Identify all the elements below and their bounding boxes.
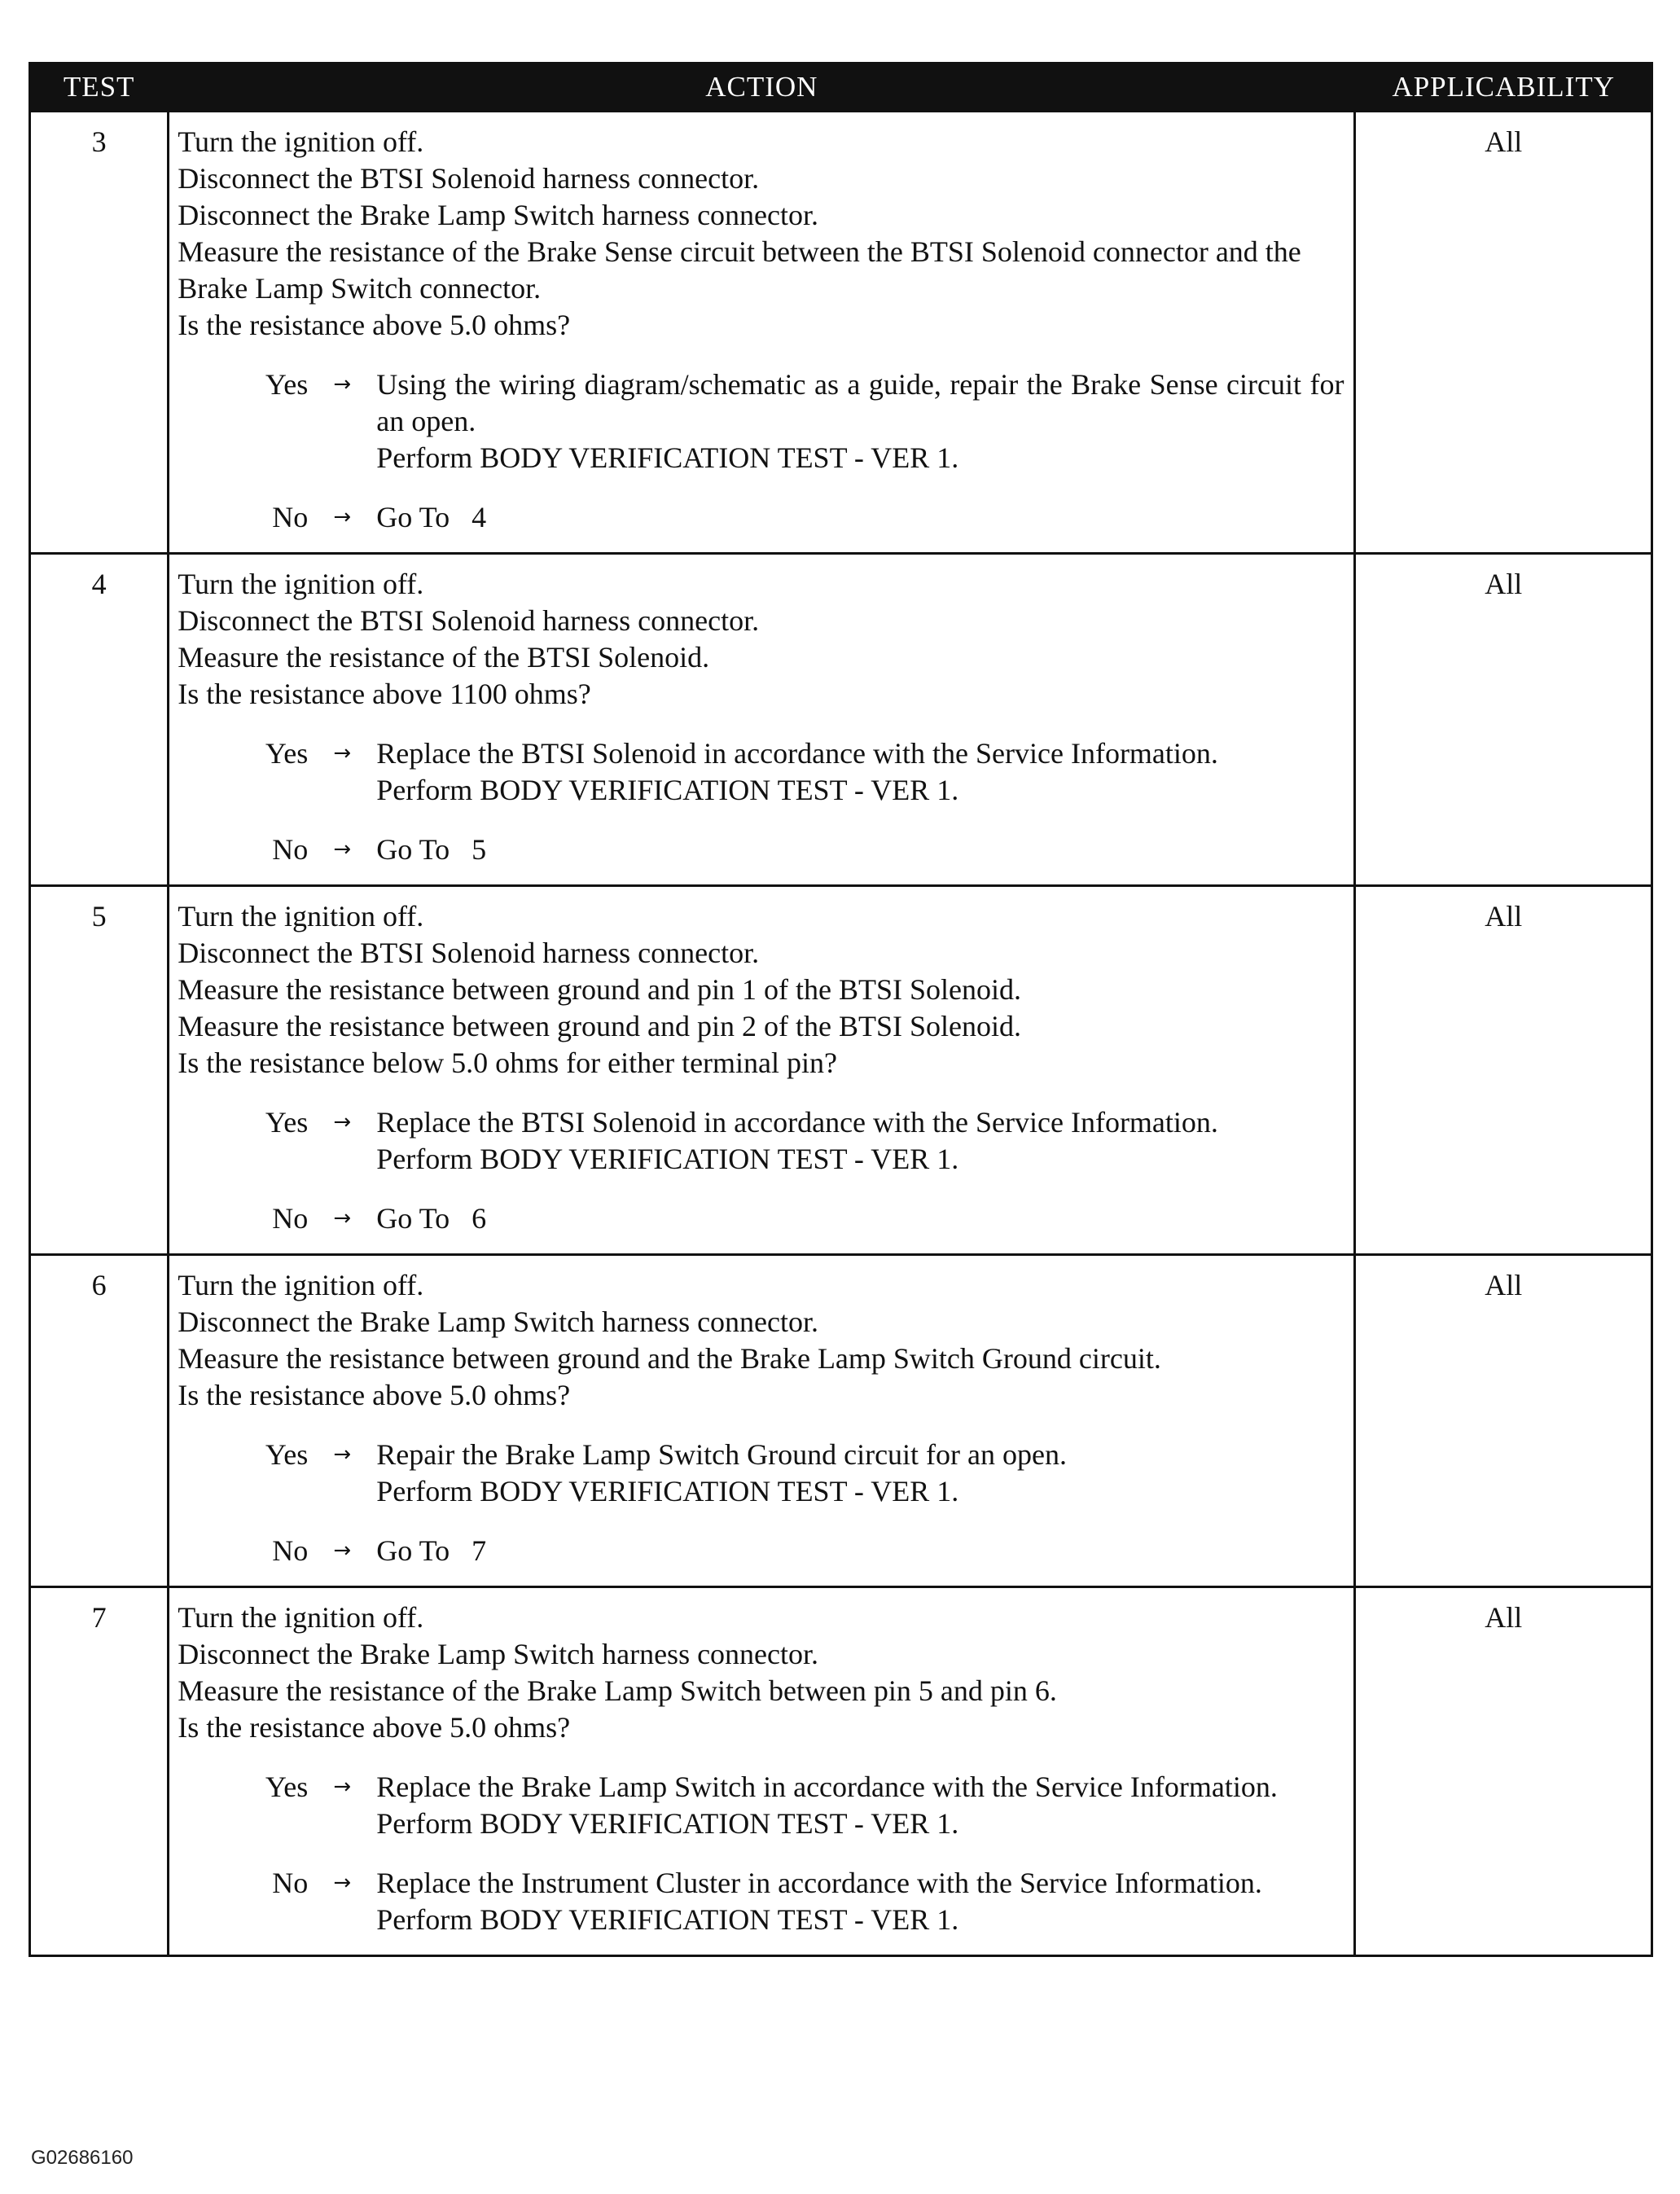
outcome-text [376, 499, 1344, 536]
header-test: TEST [30, 64, 169, 112]
action-step: Turn the ignition off. [178, 1601, 424, 1634]
outcome-text [376, 1200, 1344, 1237]
action-step: Turn the ignition off. [178, 568, 424, 600]
outcome-line: Replace the BTSI Solenoid in accordance with the Service Information. [376, 1106, 1218, 1139]
outcome-label-wrap [178, 832, 308, 868]
action-step: Disconnect the BTSI Solenoid harness connector. [178, 162, 760, 195]
action-step: Is the resistance above 5.0 ohms? [178, 1711, 571, 1744]
test-number: 4 [30, 554, 169, 886]
action-cell [169, 886, 1355, 1255]
outcome-text [376, 832, 1344, 868]
outcome-text [376, 735, 1344, 809]
outcome-line: Perform BODY VERIFICATION TEST - VER 1. [376, 774, 959, 806]
outcome-label-wrap [178, 1437, 308, 1510]
outcome-line: Replace the Brake Lamp Switch in accordance with the Service Information. [376, 1771, 1278, 1803]
outcome-label: Yes [265, 1438, 309, 1471]
action-step: Disconnect the BTSI Solenoid harness connector. [178, 604, 760, 637]
right-arrow-icon: → [333, 1206, 352, 1231]
action-step: Turn the ignition off. [178, 900, 424, 932]
outcome-label: No [272, 1202, 309, 1235]
outcome-label: Yes [265, 1106, 309, 1139]
right-arrow-icon: → [333, 1775, 352, 1799]
action-step: Disconnect the Brake Lamp Switch harness connector. [178, 199, 819, 231]
outcome-yes [178, 735, 1344, 809]
outcome-line: Replace the BTSI Solenoid in accordance with the Service Information. [376, 737, 1218, 770]
outcome-label-wrap [178, 1533, 308, 1569]
action-cell [169, 1587, 1355, 1956]
action-step: Measure the resistance between ground and pin 1 of the BTSI Solenoid. [178, 973, 1021, 1006]
action-cell [169, 112, 1355, 554]
action-step: Measure the resistance of the Brake Sense circuit between the BTSI Solenoid connector and the Brake Lamp Switch connector. [178, 235, 1301, 305]
outcome-no [178, 1533, 1344, 1569]
outcome-label: Yes [265, 737, 309, 770]
outcome-label: No [272, 833, 309, 866]
outcome-label-wrap [178, 1769, 308, 1842]
outcome-line: Perform BODY VERIFICATION TEST - VER 1. [376, 1143, 959, 1175]
action-step: Is the resistance below 5.0 ohms for either terminal pin? [178, 1047, 838, 1079]
action-step: Turn the ignition off. [178, 125, 424, 158]
header-action: ACTION [169, 64, 1355, 112]
outcome-label: No [272, 1534, 309, 1567]
action-step: Measure the resistance between ground and pin 2 of the BTSI Solenoid. [178, 1010, 1021, 1042]
diagnostic-test-table [29, 62, 1653, 1957]
outcome-yes [178, 1437, 1344, 1510]
outcome-label-wrap [178, 1104, 308, 1178]
action-step: Measure the resistance of the Brake Lamp Switch between pin 5 and pin 6. [178, 1674, 1057, 1707]
outcome-no [178, 1200, 1344, 1237]
action-step: Measure the resistance of the BTSI Solenoid. [178, 641, 710, 674]
right-arrow-icon: → [333, 372, 352, 397]
right-arrow-icon: → [333, 505, 352, 529]
outcome-text [376, 366, 1352, 476]
table-row [30, 1587, 1652, 1956]
right-arrow-icon: → [333, 1538, 352, 1563]
right-arrow-icon: → [333, 837, 352, 862]
right-arrow-icon: → [333, 1110, 352, 1134]
right-arrow-icon: → [333, 741, 352, 766]
action-cell [169, 1255, 1355, 1587]
outcome-line: Using the wiring diagram/schematic as a guide, repair the Brake Sense circuit for an open. [376, 368, 1352, 437]
action-step: Disconnect the BTSI Solenoid harness connector. [178, 937, 760, 969]
test-number: 3 [30, 112, 169, 554]
table-body [30, 112, 1652, 1956]
outcome-label: No [272, 501, 309, 533]
outcome-label-wrap [178, 735, 308, 809]
action-cell [169, 554, 1355, 886]
outcome-label-wrap [178, 499, 308, 536]
table-row [30, 554, 1652, 886]
outcome-line: Go To 4 [376, 501, 487, 533]
outcome-label: No [272, 1867, 309, 1899]
outcome-yes [178, 1104, 1344, 1178]
action-step: Is the resistance above 5.0 ohms? [178, 309, 571, 341]
outcome-text [376, 1865, 1344, 1938]
action-step: Turn the ignition off. [178, 1269, 424, 1301]
outcome-no [178, 1865, 1344, 1938]
action-step: Is the resistance above 1100 ohms? [178, 678, 591, 710]
applicability-cell: All [1355, 112, 1652, 554]
outcome-text [376, 1437, 1344, 1510]
outcome-label-wrap [178, 1200, 308, 1237]
outcome-label-wrap [178, 366, 308, 476]
outcome-no [178, 832, 1344, 868]
table-row [30, 886, 1652, 1255]
table-row [30, 112, 1652, 554]
applicability-cell: All [1355, 1255, 1652, 1587]
test-number: 7 [30, 1587, 169, 1956]
outcome-line: Go To 6 [376, 1202, 487, 1235]
outcome-line: Perform BODY VERIFICATION TEST - VER 1. [376, 1807, 959, 1840]
outcome-label: Yes [265, 1771, 309, 1803]
figure-code: G02686160 [31, 2147, 134, 2169]
outcome-line: Perform BODY VERIFICATION TEST - VER 1. [376, 441, 959, 474]
test-number: 6 [30, 1255, 169, 1587]
outcome-line: Repair the Brake Lamp Switch Ground circuit for an open. [376, 1438, 1067, 1471]
outcome-line: Perform BODY VERIFICATION TEST - VER 1. [376, 1903, 959, 1936]
outcome-text [376, 1104, 1344, 1178]
table-header-row [30, 64, 1652, 112]
outcome-no [178, 499, 1344, 536]
action-step: Disconnect the Brake Lamp Switch harness connector. [178, 1638, 819, 1670]
outcome-text [376, 1533, 1344, 1569]
action-step: Is the resistance above 5.0 ohms? [178, 1379, 571, 1411]
action-step: Measure the resistance between ground and the Brake Lamp Switch Ground circuit. [178, 1342, 1161, 1375]
action-step: Disconnect the Brake Lamp Switch harness connector. [178, 1305, 819, 1338]
applicability-cell: All [1355, 1587, 1652, 1956]
applicability-cell: All [1355, 886, 1652, 1255]
applicability-cell: All [1355, 554, 1652, 886]
outcome-label: Yes [265, 368, 309, 401]
outcome-yes [178, 366, 1352, 476]
table-row [30, 1255, 1652, 1587]
outcome-label-wrap [178, 1865, 308, 1938]
right-arrow-icon: → [333, 1871, 352, 1895]
outcome-line: Go To 7 [376, 1534, 487, 1567]
header-applicability: APPLICABILITY [1355, 64, 1652, 112]
right-arrow-icon: → [333, 1442, 352, 1467]
outcome-line: Go To 5 [376, 833, 487, 866]
outcome-line: Replace the Instrument Cluster in accordance with the Service Information. [376, 1867, 1262, 1899]
outcome-text [376, 1769, 1344, 1842]
outcome-line: Perform BODY VERIFICATION TEST - VER 1. [376, 1475, 959, 1507]
outcome-yes [178, 1769, 1344, 1842]
test-number: 5 [30, 886, 169, 1255]
